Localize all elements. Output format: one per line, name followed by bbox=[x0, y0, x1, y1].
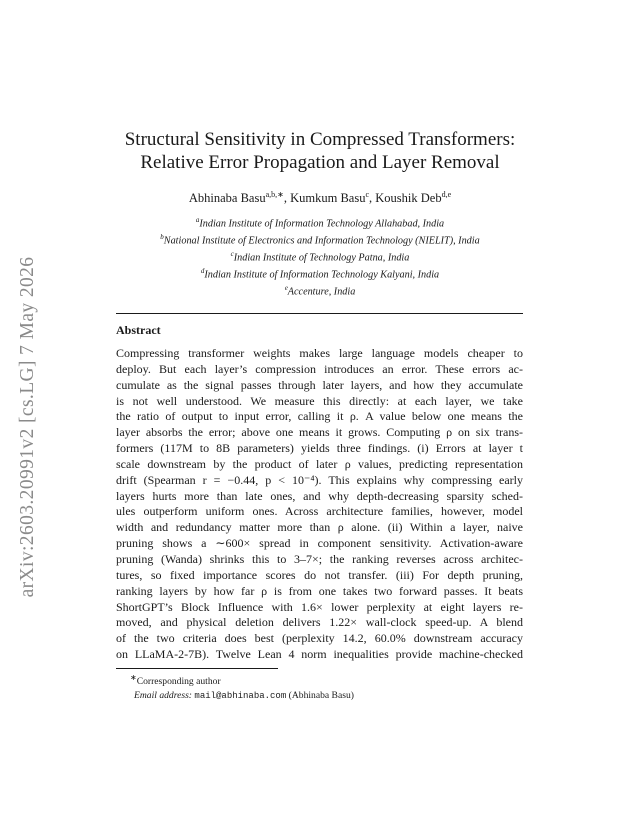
title-line-1: Structural Sensitivity in Compressed Transformers: bbox=[124, 129, 516, 150]
abstract-line: is not well understood. We measure this directly: at each layer, we take bbox=[116, 393, 523, 408]
abstract-line: on LLaMA-2-7B). Twelve Lean 4 norm inequalities provide machine-checked bbox=[116, 647, 523, 662]
abstract-line: layers hurts more than late ones, and why depth-decreasing sparsity sched- bbox=[116, 488, 523, 503]
abstract-line: pruning (Wanda) shrinks this to 3–7×; the ranking reverses across architec- bbox=[116, 551, 523, 566]
affiliation: $^d$Indian Institute of Information Technology Kalyani, India bbox=[200, 266, 440, 281]
author-affiliation-mark: c bbox=[365, 190, 370, 199]
abstract-line: of the two criteria does best (perplexity 14.2, 60.0% downstream accuracy bbox=[116, 631, 523, 646]
affiliation: $^e$Accenture, India bbox=[284, 283, 356, 298]
affiliation: $^c$Indian Institute of Technology Patna, India bbox=[230, 249, 410, 264]
abstract-heading: Abstract bbox=[116, 323, 161, 337]
affiliation-list bbox=[0, 214, 640, 299]
abstract-line: ranking layers by how far ρ is from one takes two forward passes. It beats bbox=[116, 583, 523, 598]
affiliation: $^b$National Institute of Electronics and Information Technology (NIELIT), India bbox=[160, 232, 480, 247]
abstract-line: Compressing transformer weights makes large language models cheaper to bbox=[116, 346, 523, 360]
abstract-line: tures, so fixed importance scores do not transfer. (iii) For depth pruning, bbox=[116, 567, 523, 582]
corresponding-author-note: Corresponding author bbox=[136, 676, 221, 688]
author-affiliation-mark: d,e bbox=[441, 190, 452, 199]
abstract-line: width and redundancy matter more than ρ alone. (ii) Within a layer, naive bbox=[116, 520, 523, 535]
abstract-line: ShortGPT’s Block Influence with 1.6× lower perplexity at eight layers re- bbox=[116, 599, 523, 614]
arxiv-identifier: arXiv:2603.20991v2 [cs.LG] 7 May 2026 bbox=[17, 256, 38, 598]
affiliation: $^a$Indian Institute of Information Technology Allahabad, India bbox=[195, 216, 445, 230]
abstract-line: moved, and physical deletion delivers 1.22× wall-clock speed-up. A blend bbox=[116, 615, 523, 630]
email-link[interactable]: mail@abhinaba.com bbox=[194, 690, 287, 701]
abstract-line: layer absorbs the error; above one means it grows. Computing ρ on six trans- bbox=[116, 425, 523, 440]
abstract-line: deploy. But each layer’s compression introduces an error. These errors ac- bbox=[116, 361, 523, 376]
abstract-top-rule bbox=[116, 313, 523, 314]
author-list: Abhinaba Basu$^{a,b,∗}$, Kumkum Basu$^c$, Koushik Deb$^{d,e}$ bbox=[188, 190, 452, 206]
email-owner: (Abhinaba Basu) bbox=[288, 689, 354, 701]
abstract-body bbox=[116, 346, 523, 663]
title-line-2: Relative Error Propagation and Layer Removal bbox=[140, 152, 500, 173]
abstract-line: ules outperform uniform ones. Across architecture families, however, model bbox=[116, 504, 523, 519]
abstract-line: scale downstream by the product of later ρ values, predicting representation bbox=[116, 456, 523, 471]
abstract-line: drift (Spearman r = −0.44, p < 10⁻⁴). This explains why compressing early bbox=[116, 472, 523, 487]
author-name: Koushik Deb bbox=[375, 191, 442, 206]
author-name: Abhinaba Basu bbox=[188, 191, 266, 206]
footnote-rule bbox=[116, 668, 278, 669]
abstract-line: cumulate as the signal passes through later layers, and how they accumulate bbox=[116, 377, 523, 392]
abstract-line: pruning shows a ∼600× spread in component sensitivity. Activation-aware bbox=[116, 536, 523, 551]
footnote bbox=[116, 671, 354, 703]
footnote-mark: ∗ bbox=[130, 673, 137, 682]
abstract-line: formers (117M to 8B parameters) yields three findings. (i) Errors at layer t bbox=[116, 441, 523, 456]
author-name: Kumkum Basu bbox=[290, 191, 366, 206]
paper-title bbox=[0, 128, 640, 174]
abstract-line: the ratio of output to input error, calling it ρ. A value below one means the bbox=[116, 409, 523, 424]
email-label: Email address: bbox=[134, 689, 193, 701]
author-affiliation-mark: a,b,∗ bbox=[265, 190, 284, 199]
